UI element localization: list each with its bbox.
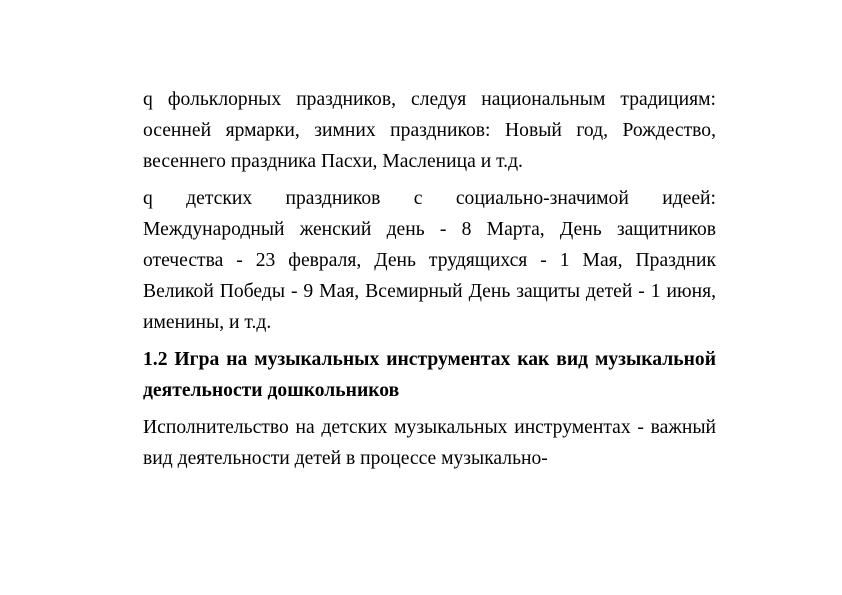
bullet-paragraph-folk-holidays (143, 84, 716, 177)
section-heading: 1.2 Игра на музыкальных инструментах как вид музыкальной деятельности дошкольников (143, 349, 716, 401)
document-page (143, 84, 716, 480)
bullet-paragraph-children-holidays (143, 183, 716, 338)
paragraph-text: детских праздников с социально-значимой идеей: Международный женский день - 8 Марта, День защитников отечества - 23 февраля, День трудящихся - 1 Мая, Праздник Великой Победы - 9 Мая, Всемирный День защиты детей - 1 июня, именины, и т.д. (143, 188, 716, 333)
body-paragraph: Исполнительство на детских музыкальных инструментах - важный вид деятельности детей в процессе музыкально- (143, 417, 716, 469)
bullet-marker: q (143, 89, 153, 110)
bullet-marker: q (143, 188, 153, 209)
paragraph-text: фольклорных праздников, следуя национальным традициям: осенней ярмарки, зимних праздников: Новый год, Рождество, весеннего праздника Пасхи, Масленица и т.д. (143, 89, 716, 172)
